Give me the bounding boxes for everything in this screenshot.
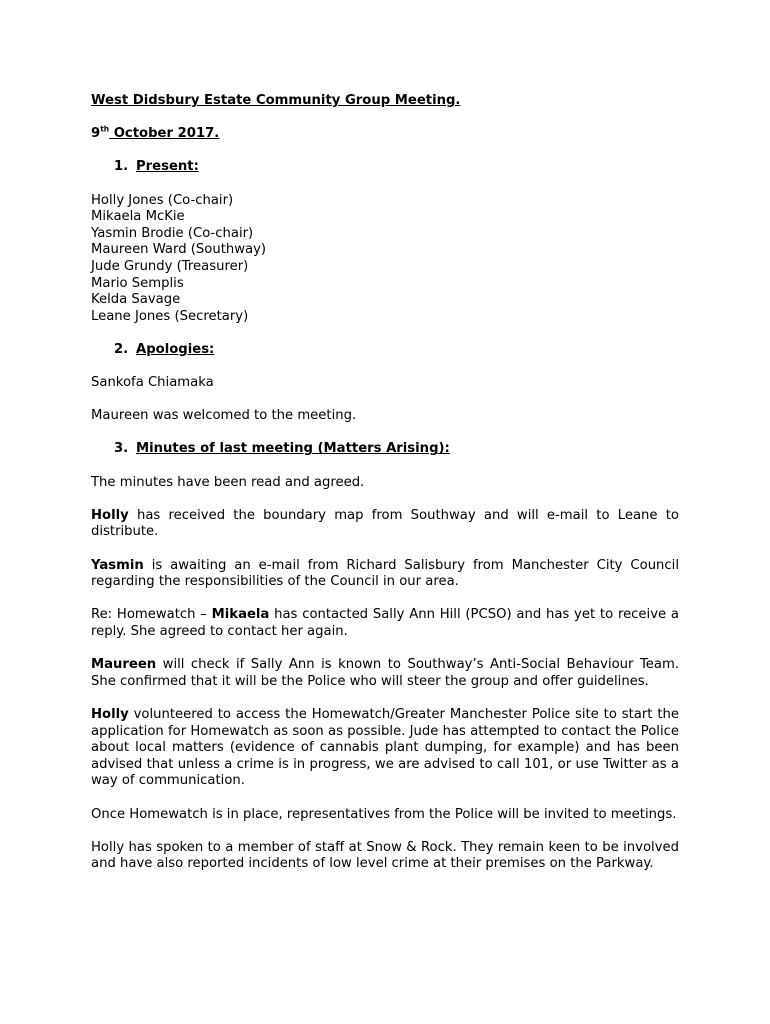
attendee: Jude Grundy (Treasurer) bbox=[91, 258, 249, 274]
paragraph-text: is awaiting an e-mail from Richard Salisbury from Manchester City Council regarding the responsibilities of the Council in our area. bbox=[91, 557, 679, 590]
paragraph-text: will check if Sally Ann is known to Southway’s Anti-Social Behaviour Team. She confirmed that it will be the Police who will steer the group and offer guidelines. bbox=[91, 657, 679, 689]
welcome-note: Maureen was welcomed to the meeting. bbox=[91, 408, 357, 424]
section-number: 1. bbox=[114, 159, 129, 175]
paragraph-maureen bbox=[91, 657, 679, 690]
section-present-heading bbox=[91, 159, 679, 176]
section-apologies-heading bbox=[91, 342, 679, 359]
paragraph-text: has contacted Sally Ann Hill (PCSO) and has yet to receive a reply. She agreed to contact her again. bbox=[91, 607, 679, 639]
section-minutes-heading bbox=[91, 441, 679, 458]
meeting-date bbox=[91, 126, 679, 143]
apologies-name: Sankofa Chiamaka bbox=[91, 375, 214, 391]
person-name: Holly bbox=[91, 706, 129, 722]
person-name: Mikaela bbox=[211, 607, 270, 623]
attendee: Leane Jones (Secretary) bbox=[91, 308, 249, 324]
document-title: West Didsbury Estate Community Group Meeting. bbox=[91, 93, 461, 108]
paragraph-snow-rock: Holly has spoken to a member of staff at Snow & Rock. They remain keen to be involved and have also reported incidents of low level crime at their premises on the Parkway. bbox=[91, 839, 679, 872]
minutes-agreed-note: The minutes have been read and agreed. bbox=[91, 474, 365, 490]
attendee: Mikaela McKie bbox=[91, 209, 185, 225]
meeting-minutes bbox=[91, 93, 679, 873]
section-number: 2. bbox=[114, 341, 129, 357]
attendee: Yasmin Brodie (Co-chair) bbox=[91, 225, 254, 241]
date-suffix: th bbox=[100, 124, 110, 134]
date-rest: October 2017. bbox=[109, 126, 220, 142]
section-number: 3. bbox=[114, 441, 129, 457]
person-name: Maureen bbox=[91, 657, 157, 673]
attendee-list bbox=[91, 193, 679, 326]
paragraph-mikaela bbox=[91, 607, 679, 640]
paragraph-holly-homewatch bbox=[91, 707, 679, 790]
paragraph-homewatch-police: Once Homewatch is in place, representatives from the Police will be invited to meetings. bbox=[91, 806, 677, 822]
attendee: Maureen Ward (Southway) bbox=[91, 242, 267, 258]
date-day: 9 bbox=[91, 126, 101, 142]
section-title: Minutes of last meeting (Matters Arising): bbox=[136, 441, 450, 457]
paragraph-prefix: Re: Homewatch – bbox=[91, 607, 212, 623]
section-title: Present: bbox=[136, 159, 199, 175]
paragraph-text: has received the boundary map from Southway and will e-mail to Leane to distribute. bbox=[91, 507, 679, 540]
section-title: Apologies: bbox=[136, 341, 215, 357]
attendee: Holly Jones (Co-chair) bbox=[91, 192, 234, 208]
paragraph-text: volunteered to access the Homewatch/Greater Manchester Police site to start the application for Homewatch as soon as possible. Jude has attempted to contact the Police about local matters (evidence of cannabis plant dumping, for example) and has been advised that unless a crime is in progress, we are advised to call 101, or use Twitter as a way of communication. bbox=[91, 706, 679, 789]
attendee: Mario Semplis bbox=[91, 275, 184, 291]
person-name: Yasmin bbox=[91, 557, 144, 573]
person-name: Holly bbox=[91, 507, 129, 523]
paragraph-holly-map bbox=[91, 508, 679, 541]
paragraph-yasmin bbox=[91, 558, 679, 591]
attendee: Kelda Savage bbox=[91, 292, 181, 308]
